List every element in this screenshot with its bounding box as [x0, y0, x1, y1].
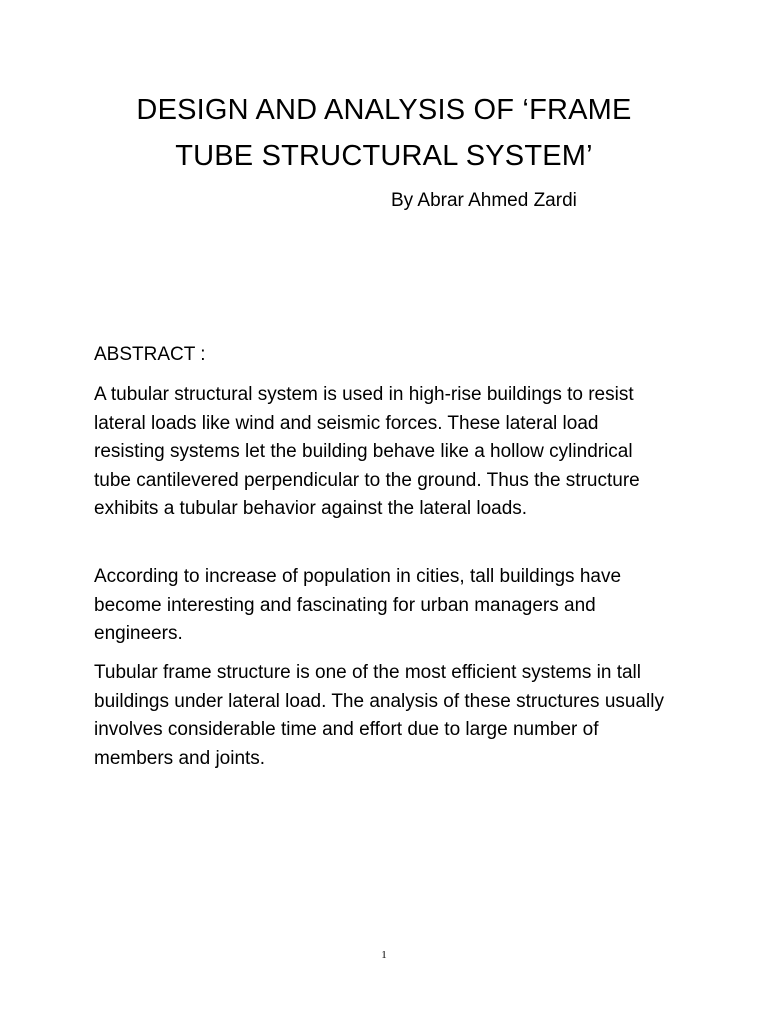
document-title-line-1: DESIGN AND ANALYSIS OF ‘FRAME — [136, 94, 632, 126]
abstract-paragraph-2: According to increase of population in cities, tall buildings have become interesting and fascinating for urban managers and engineers. — [94, 566, 622, 644]
abstract-paragraph-3: Tubular frame structure is one of the most efficient systems in tall buildings under lateral load. The analysis of these structures usually involves considerable time and effort due to large number of members and joints. — [94, 662, 664, 769]
abstract-paragraph-1: A tubular structural system is used in high-rise buildings to resist lateral loads like wind and seismic forces. These lateral load resisting systems let the building behave like a hollow cylindrical tube cantilevered perpendicular to the ground. Thus the structure exhibits a tubular behavior against the lateral loads. — [94, 384, 640, 519]
abstract-heading: ABSTRACT : — [94, 344, 206, 365]
page-number: 1 — [381, 949, 387, 961]
author-byline: By Abrar Ahmed Zardi — [391, 190, 577, 211]
document-title-line-2: TUBE STRUCTURAL SYSTEM’ — [175, 140, 593, 172]
